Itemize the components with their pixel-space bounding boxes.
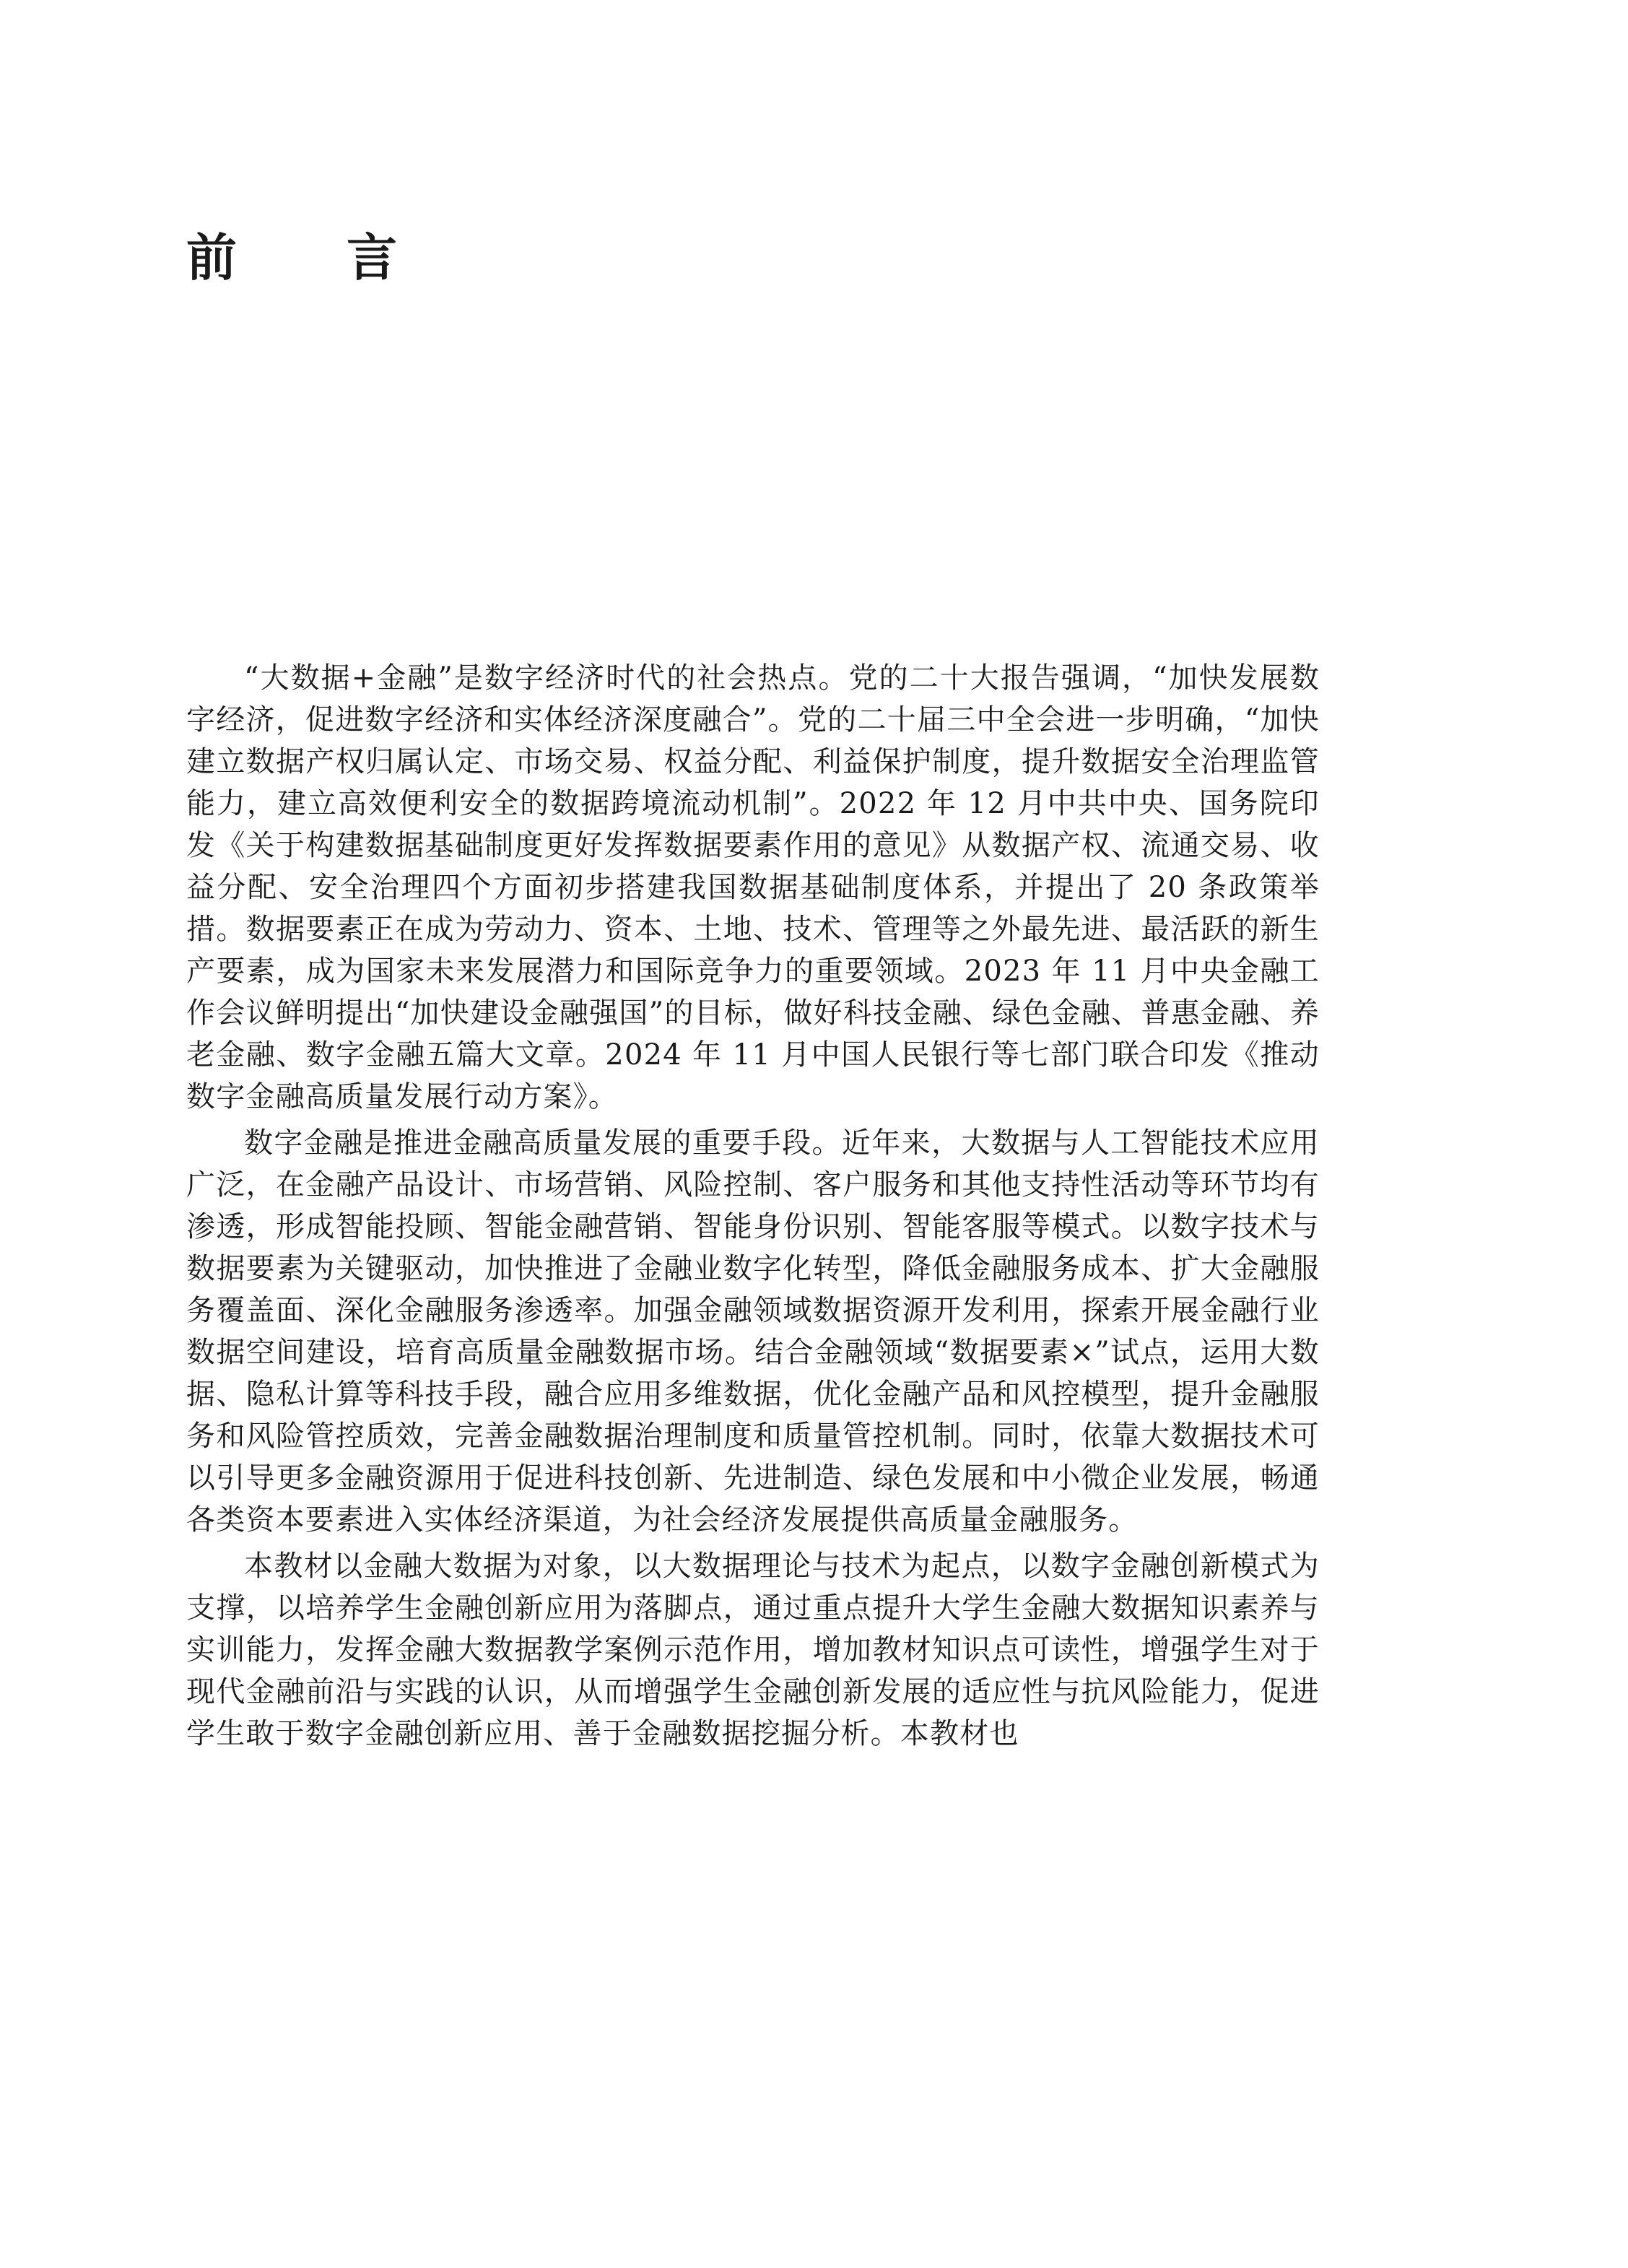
page-title: 前言 xyxy=(186,228,507,287)
paragraph-2: 数字金融是推进金融高质量发展的重要手段。近年来，大数据与人工智能技术应用广泛，在金融产品设计、市场营销、风险控制、客户服务和其他支持性活动等环节均有渗透，形成智能投顾、智能金融营销、智能身份识别、智能客服等模式。以数字技术与数据要素为关键驱动，加快推进了金融业数字化转型，降低金融服务成本、扩大金融服务覆盖面、深化金融服务渗透率。加强金融领域数据资源开发利用，探索开展金融行业数据空间建设，培育高质量金融数据市场。结合金融领域“数据要素×”试点，运用大数据、隐私计算等科技手段，融合应用多维数据，优化金融产品和风控模型，提升金融服务和风险管控质效，完善金融数据治理制度和质量管控机制。同时，依靠大数据技术可以引导更多金融资源用于促进科技创新、先进制造、绿色发展和中小微企业发展，畅通各类资本要素进入实体经济渠道，为社会经济发展提供高质量金融服务。 xyxy=(186,1126,1320,1537)
preface-body xyxy=(186,657,1320,1759)
paragraph-1: “大数据+金融”是数字经济时代的社会热点。党的二十大报告强调，“加快发展数字经济，促进数字经济和实体经济深度融合”。党的二十届三中全会进一步明确，“加快建立数据产权归属认定、市场交易、权益分配、利益保护制度，提升数据安全治理监管能力，建立高效便利安全的数据跨境流动机制”。2022 年 12 月中共中央、国务院印发《关于构建数据基础制度更好发挥数据要素作用的意见》从数据产权、流通交易、收益分配、安全治理四个方面初步搭建我国数据基础制度体系，并提出了 20 条政策举措。数据要素正在成为劳动力、资本、土地、技术、管理等之外最先进、最活跃的新生产要素，成为国家未来发展潜力和国际竞争力的重要领域。2023 年 11 月中央金融工作会议鲜明提出“加快建设金融强国”的目标，做好科技金融、绿色金融、普惠金融、养老金融、数字金融五篇大文章。2024 年 11 月中国人民银行等七部门联合印发《推动数字金融高质量发展行动方案》。 xyxy=(186,661,1320,1113)
paragraph-3: 本教材以金融大数据为对象，以大数据理论与技术为起点，以数字金融创新模式为支撑，以培养学生金融创新应用为落脚点，通过重点提升大学生金融大数据知识素养与实训能力，发挥金融大数据教学案例示范作用，增加教材知识点可读性，增强学生对于现代金融前沿与实践的认识，从而增强学生金融创新发展的适应性与抗风险能力，促进学生敢于数字金融创新应用、善于金融数据挖掘分析。本教材也 xyxy=(186,1550,1320,1750)
